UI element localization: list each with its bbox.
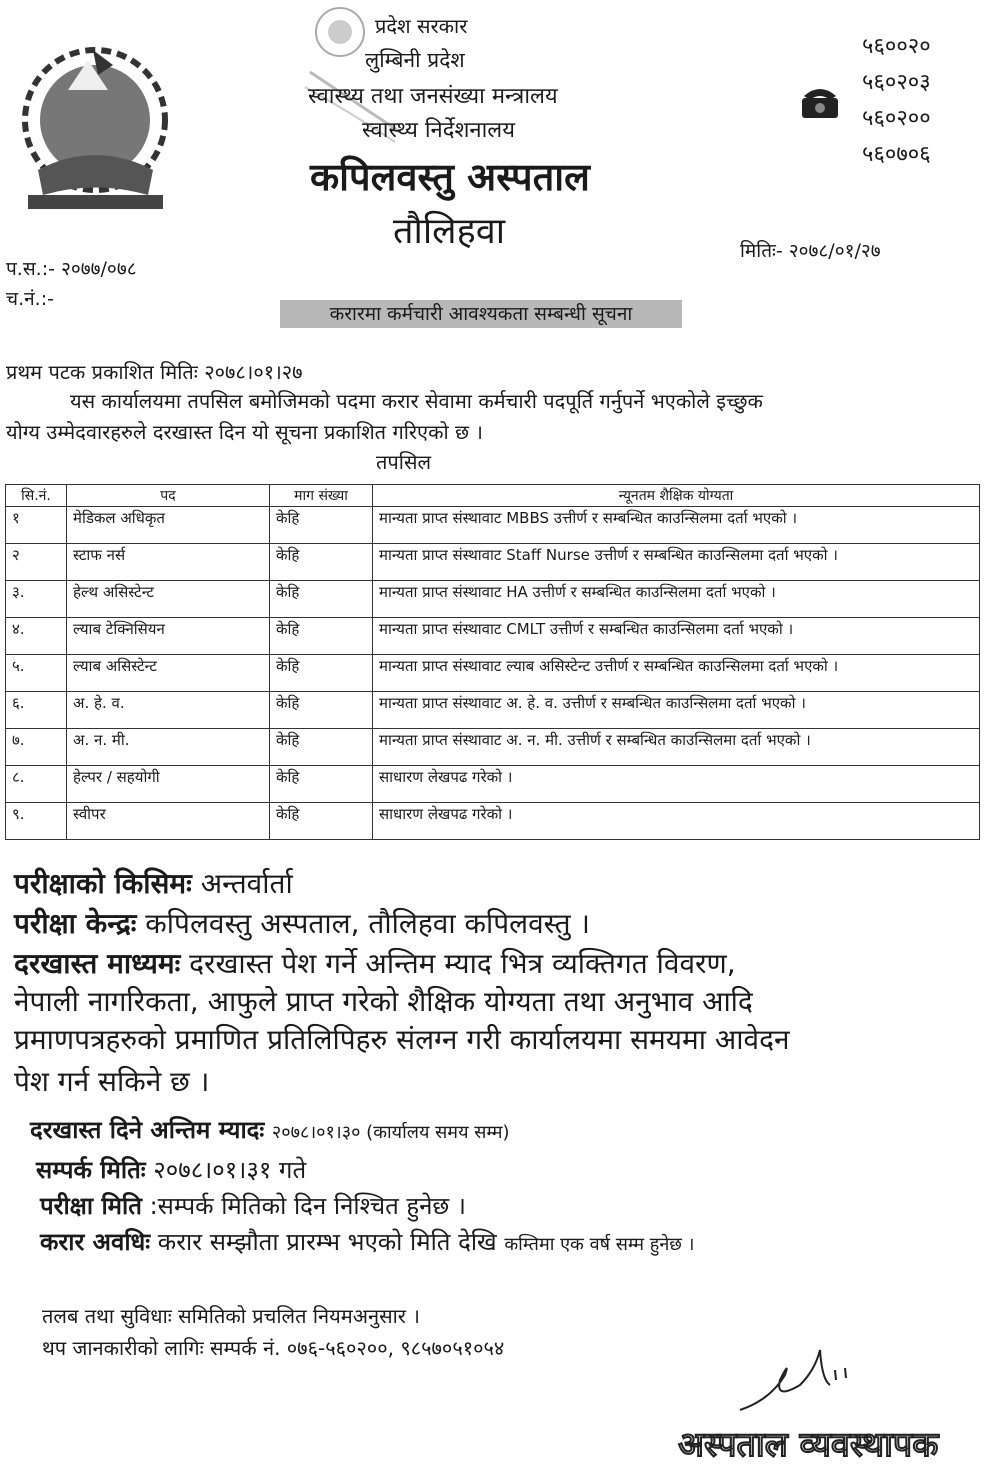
cell-qualification: साधारण लेखपढ गरेको । [373, 766, 980, 803]
cell-qualification: मान्यता प्राप्त संस्थावाट अ. न. मी. उत्तीर्ण र सम्बन्धित काउन्सिलमा दर्ता भएको । [373, 729, 980, 766]
reference-number: प.स.:- २०७७/०७८ [6, 258, 137, 280]
schedule-heading: तपसिल [376, 450, 432, 474]
application-line-4: पेश गर्न सकिने छ । [14, 1065, 210, 1098]
published-date: प्रथम पटक प्रकाशित मितिः २०७८।०१।२७ [6, 360, 303, 384]
exam-center [14, 906, 974, 942]
header-ministry: स्वास्थ्य तथा जनसंख्या मन्त्रालय [308, 84, 558, 109]
table-row [6, 766, 980, 803]
exam-type-value: अन्तर्वार्ता [200, 867, 293, 900]
cell-sn: ४. [6, 618, 67, 655]
cell-sn: २ [6, 544, 67, 581]
exam-type-label: परीक्षाको किसिमः [14, 867, 192, 900]
cell-post: मेडिकल अधिकृत [67, 507, 270, 544]
salary-note: तलब तथा सुविधाः समितिको प्रचलित नियमअनुसार । [42, 1304, 420, 1328]
cell-qualification: मान्यता प्राप्त संस्थावाट Staff Nurse उत्तीर्ण र सम्बन्धित काउन्सिलमा दर्ता भएको । [373, 544, 980, 581]
exam-date-label: परीक्षा मिति [40, 1192, 142, 1220]
table-row [6, 581, 980, 618]
header-government: प्रदेश सरकार [375, 14, 468, 38]
cell-post: अ. हे. व. [67, 692, 270, 729]
notice-date: मितिः- २०७८/०१/२७ [740, 240, 881, 262]
application-line-1: दरखास्त पेश गर्ने अन्तिम म्याद भित्र व्यक्तिगत विवरण, [189, 947, 736, 980]
manager-stamp: अस्पताल व्यवस्थापक [678, 1425, 939, 1465]
page-subtitle: तौलिहवा [393, 211, 506, 252]
table-row [6, 803, 980, 840]
cell-post: ल्याब टेक्निसियन [67, 618, 270, 655]
deadline-value: २०७८।०१।३० (कार्यालय समय सम्म) [271, 1122, 510, 1143]
phone-number-4: ५६०७०६ [862, 142, 931, 167]
exam-date-value: :सम्पर्क मितिको दिन निश्चित हुनेछ । [149, 1192, 466, 1220]
table-row [6, 692, 980, 729]
contract-period [40, 1224, 991, 1263]
cell-demand: केहि [270, 544, 373, 581]
application-label: दरखास्त माध्यमः [14, 947, 181, 980]
cell-demand: केहि [270, 581, 373, 618]
table-row [6, 544, 980, 581]
contract-value: करार सम्झौता प्रारम्भ भएको मिति देखि [157, 1228, 497, 1256]
cell-post: ल्याब असिस्टेन्ट [67, 655, 270, 692]
col-header-qualification: न्यूनतम शैक्षिक योग्यता [373, 485, 980, 507]
cell-demand: केहि [270, 803, 373, 840]
cell-post: स्वीपर [67, 803, 270, 840]
cell-post: हेल्पर / सहयोगी [67, 766, 270, 803]
cell-sn: १ [6, 507, 67, 544]
cell-demand: केहि [270, 729, 373, 766]
table-row [6, 729, 980, 766]
nepal-emblem-icon [8, 20, 183, 220]
contact-date-value: २०७८।०१।३१ गते [153, 1156, 307, 1184]
contact-note: थप जानकारीको लागिः सम्पर्क नं. ०७६-५६०२००, ९८५७०५१०५४ [42, 1336, 505, 1360]
cell-post: स्टाफ नर्स [67, 544, 270, 581]
signature [730, 1340, 870, 1420]
cell-demand: केहि [270, 507, 373, 544]
phone-number-2: ५६०२०३ [862, 70, 931, 95]
cell-post: हेल्थ असिस्टेन्ट [67, 581, 270, 618]
page-title: कपिलवस्तु अस्पताल [310, 155, 590, 199]
intro-line-2: योग्य उम्मेदवारहरुले दरखास्त दिन यो सूचना प्रकाशित गरिएको छ । [6, 420, 483, 444]
exam-center-label: परीक्षा केन्द्रः [14, 907, 137, 940]
cell-qualification: मान्यता प्राप्त संस्थावाट CMLT उत्तीर्ण र सम्बन्धित काउन्सिलमा दर्ता भएको । [373, 618, 980, 655]
col-header-post: पद [67, 485, 270, 507]
cell-demand: केहि [270, 618, 373, 655]
application-line-2: नेपाली नागरिकता, आफुले प्राप्त गरेको शैक्षिक योग्यता तथा अनुभाव आदि [14, 985, 753, 1018]
cell-sn: ८. [6, 766, 67, 803]
cell-post: अ. न. मी. [67, 729, 270, 766]
cell-qualification: मान्यता प्राप्त संस्थावाट ल्याब असिस्टेन्ट उत्तीर्ण र सम्बन्धित काउन्सिलमा दर्ता भएको । [373, 655, 980, 692]
table-row [6, 507, 980, 544]
vacancy-table [5, 484, 980, 840]
cell-qualification: मान्यता प्राप्त संस्थावाट HA उत्तीर्ण र सम्बन्धित काउन्सिलमा दर्ता भएको । [373, 581, 980, 618]
cell-sn: ७. [6, 729, 67, 766]
cell-qualification: मान्यता प्राप्त संस्थावाट MBBS उत्तीर्ण र सम्बन्धित काउन्सिलमा दर्ता भएको । [373, 507, 980, 544]
table-header-row [6, 485, 980, 507]
cell-demand: केहि [270, 766, 373, 803]
deadline [30, 1112, 990, 1151]
cell-sn: ९. [6, 803, 67, 840]
exam-type [14, 866, 974, 902]
cell-demand: केहि [270, 692, 373, 729]
contact-date-label: सम्पर्क मितिः [36, 1156, 146, 1184]
exam-center-value: कपिलवस्तु अस्पताल, तौलिहवा कपिलवस्तु । [145, 907, 591, 940]
exam-date [40, 1188, 991, 1224]
phone-number-1: ५६००२० [862, 34, 931, 59]
cell-qualification: साधारण लेखपढ गरेको । [373, 803, 980, 840]
cell-qualification: मान्यता प्राप्त संस्थावाट अ. हे. व. उत्तीर्ण र सम्बन्धित काउन्सिलमा दर्ता भएको । [373, 692, 980, 729]
table-row [6, 618, 980, 655]
telephone-icon [800, 80, 840, 120]
cell-sn: ३. [6, 581, 67, 618]
deadline-label: दरखास्त दिने अन्तिम म्यादः [30, 1116, 265, 1144]
contact-date [36, 1152, 991, 1188]
cell-demand: केहि [270, 655, 373, 692]
col-header-demand: माग संख्या [270, 485, 373, 507]
contract-label: करार अवधिः [40, 1228, 151, 1256]
cell-sn: ५. [6, 655, 67, 692]
contract-value-small: कम्तिमा एक वर्ष सम्म हुनेछ । [504, 1234, 695, 1255]
application-medium [14, 946, 974, 982]
header-province: लुम्बिनी प्रदेश [365, 48, 465, 72]
col-header-sn: सि.नं. [6, 485, 67, 507]
intro-line-1: यस कार्यालयमा तपसिल बमोजिमको पदमा करार सेवामा कर्मचारी पदपूर्ति गर्नुपर्ने भएकोले इच्छुक [70, 389, 763, 413]
notice-subject: करारमा कर्मचारी आवश्यकता सम्बन्धी सूचना [280, 300, 682, 328]
cell-sn: ६. [6, 692, 67, 729]
dispatch-number: च.नं.:- [6, 288, 54, 310]
application-line-3: प्रमाणपत्रहरुको प्रमाणित प्रतिलिपिहरु संलग्न गरी कार्यालयमा समयमा आवेदन [14, 1023, 790, 1056]
phone-number-3: ५६०२०० [862, 106, 931, 131]
table-row [6, 655, 980, 692]
header-directorate: स्वास्थ्य निर्देशनालय [362, 118, 515, 143]
